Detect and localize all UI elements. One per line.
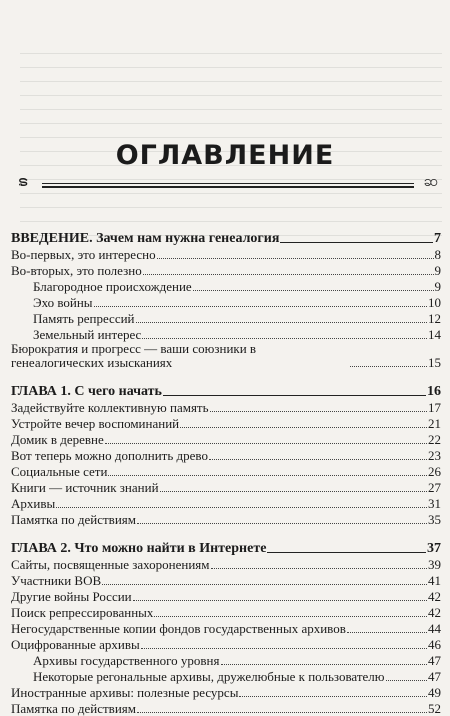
entry-title: Благородное происхождение bbox=[33, 279, 192, 294]
ornament-rule bbox=[42, 183, 414, 184]
dot-leader bbox=[211, 568, 427, 569]
right-curl-ornament-icon: ဆ bbox=[423, 174, 438, 190]
toc-entry[interactable] bbox=[11, 246, 441, 262]
dot-leader bbox=[209, 459, 427, 460]
page-number: 42 bbox=[428, 589, 441, 604]
dot-leader bbox=[160, 491, 427, 492]
dot-leader bbox=[193, 290, 434, 291]
dot-leader bbox=[180, 427, 427, 428]
toc-entry[interactable] bbox=[11, 262, 441, 278]
toc-entry[interactable] bbox=[11, 463, 441, 479]
entry-title: Социальные сети bbox=[11, 464, 108, 479]
page-number: 49 bbox=[428, 685, 441, 700]
entry-title: Участники ВОВ bbox=[11, 573, 102, 588]
page-number: 26 bbox=[428, 464, 441, 479]
entry-title: Бюрократия и прогресс — ваши союзники в генеалогических изысканиях bbox=[11, 341, 257, 370]
toc-subentry[interactable] bbox=[11, 326, 441, 342]
entry-title: Оцифрованные архивы bbox=[11, 637, 140, 652]
entry-title: Земельный интерес bbox=[33, 327, 142, 342]
page-number: 52 bbox=[428, 701, 441, 716]
entry-title: Сайты, посвященные захоронениям bbox=[11, 557, 210, 572]
toc-entry[interactable] bbox=[11, 495, 441, 511]
toc-entry[interactable] bbox=[11, 636, 441, 652]
dot-leader bbox=[133, 600, 427, 601]
entry-title: Архивы bbox=[11, 496, 56, 511]
dot-leader bbox=[137, 523, 427, 524]
entry-title: Во-первых, это интересно bbox=[11, 247, 156, 262]
page-number: 10 bbox=[428, 295, 441, 310]
page-number: 39 bbox=[428, 557, 441, 572]
dot-leader bbox=[221, 664, 428, 665]
entry-title: Память репрессий bbox=[33, 311, 135, 326]
entry-title: Памятка по действиям bbox=[11, 512, 136, 527]
toc-entry[interactable] bbox=[11, 684, 441, 700]
entry-title: ГЛАВА 2. Что можно найти в Интернете bbox=[11, 541, 267, 556]
dot-leader bbox=[141, 648, 427, 649]
page-number: 7 bbox=[434, 231, 441, 246]
left-curl-ornament-icon: ຣ bbox=[18, 174, 29, 190]
entry-title: Задействуйте коллективную память bbox=[11, 400, 209, 415]
toc-entry[interactable] bbox=[11, 342, 441, 370]
toc-entry[interactable] bbox=[11, 399, 441, 415]
dot-leader bbox=[94, 306, 427, 307]
page-number: 37 bbox=[427, 541, 441, 556]
toc-entry[interactable] bbox=[11, 415, 441, 431]
dot-leader bbox=[210, 411, 427, 412]
entry-title: Негосударственные копии фондов государственных архивов bbox=[11, 621, 346, 636]
page-number: 41 bbox=[428, 573, 441, 588]
page-number: 44 bbox=[428, 621, 441, 636]
entry-title: Во-вторых, это полезно bbox=[11, 263, 142, 278]
dot-leader bbox=[157, 258, 434, 259]
toc-subentry[interactable] bbox=[11, 310, 441, 326]
dot-leader bbox=[347, 632, 427, 633]
chapter-heading[interactable] bbox=[11, 538, 441, 556]
toc-entry[interactable] bbox=[11, 588, 441, 604]
entry-title: Некоторые регональные архивы, дружелюбные к пользователю bbox=[33, 669, 385, 684]
section-gap bbox=[11, 370, 441, 381]
dot-leader bbox=[163, 395, 426, 396]
toc-entry[interactable] bbox=[11, 511, 441, 527]
dot-leader bbox=[108, 475, 427, 476]
page-number: 8 bbox=[434, 247, 441, 262]
page-number: 9 bbox=[434, 263, 441, 278]
page-title: ОГЛАВЛЕНИЕ bbox=[115, 140, 335, 171]
table-of-contents bbox=[11, 228, 441, 716]
dot-leader bbox=[142, 338, 427, 339]
chapter-heading[interactable] bbox=[11, 381, 441, 399]
dot-leader bbox=[56, 507, 427, 508]
page-number: 16 bbox=[427, 384, 441, 399]
toc-subentry[interactable] bbox=[11, 294, 441, 310]
page-number: 22 bbox=[428, 432, 441, 447]
page-number: 42 bbox=[428, 605, 441, 620]
page-number: 17 bbox=[428, 400, 441, 415]
entry-title: Эхо войны bbox=[33, 295, 93, 310]
entry-title: Книги — источник знаний bbox=[11, 480, 159, 495]
title-ornament bbox=[16, 174, 440, 190]
toc-entry[interactable] bbox=[11, 479, 441, 495]
toc-entry[interactable] bbox=[11, 572, 441, 588]
toc-subentry[interactable] bbox=[11, 278, 441, 294]
toc-subentry[interactable] bbox=[11, 652, 441, 668]
toc-entry[interactable] bbox=[11, 604, 441, 620]
dot-leader bbox=[239, 696, 427, 697]
toc-entry[interactable] bbox=[11, 556, 441, 572]
page-number: 35 bbox=[428, 512, 441, 527]
entry-title: Памятка по действиям bbox=[11, 701, 136, 716]
toc-subentry[interactable] bbox=[11, 668, 441, 684]
entry-title: Поиск репрессированных bbox=[11, 605, 154, 620]
chapter-heading[interactable] bbox=[11, 228, 441, 246]
entry-title: Иностранные архивы: полезные ресурсы bbox=[11, 685, 239, 700]
entry-title: Вот теперь можно дополнить древо bbox=[11, 448, 208, 463]
page-number: 46 bbox=[428, 637, 441, 652]
dot-leader bbox=[267, 552, 426, 553]
toc-entry[interactable] bbox=[11, 447, 441, 463]
entry-title: ГЛАВА 1. С чего начать bbox=[11, 384, 162, 399]
section-gap bbox=[11, 527, 441, 538]
entry-title: Архивы государственного уровня bbox=[33, 653, 220, 668]
dot-leader bbox=[136, 322, 428, 323]
page-number: 12 bbox=[428, 311, 441, 326]
dot-leader bbox=[154, 616, 427, 617]
dot-leader bbox=[102, 584, 427, 585]
dot-leader bbox=[280, 242, 433, 243]
entry-title: ВВЕДЕНИЕ. Зачем нам нужна генеалогия bbox=[11, 231, 280, 246]
dot-leader bbox=[105, 443, 427, 444]
page-number: 31 bbox=[428, 496, 441, 511]
page-number: 23 bbox=[428, 448, 441, 463]
page-number: 15 bbox=[428, 355, 441, 370]
ornament-rule-thick bbox=[42, 186, 414, 188]
page-number: 21 bbox=[428, 416, 441, 431]
page-number: 27 bbox=[428, 480, 441, 495]
entry-title: Домик в деревне bbox=[11, 432, 104, 447]
dot-leader bbox=[350, 366, 427, 367]
page-number: 47 bbox=[428, 653, 441, 668]
entry-title: Другие войны России bbox=[11, 589, 132, 604]
dot-leader bbox=[386, 680, 427, 681]
toc-entry[interactable] bbox=[11, 431, 441, 447]
toc-entry[interactable] bbox=[11, 620, 441, 636]
dot-leader bbox=[137, 712, 427, 713]
page-number: 9 bbox=[434, 279, 441, 294]
page-number: 47 bbox=[428, 669, 441, 684]
entry-title: Устройте вечер воспоминаний bbox=[11, 416, 180, 431]
dot-leader bbox=[143, 274, 434, 275]
page-number: 14 bbox=[428, 327, 441, 342]
